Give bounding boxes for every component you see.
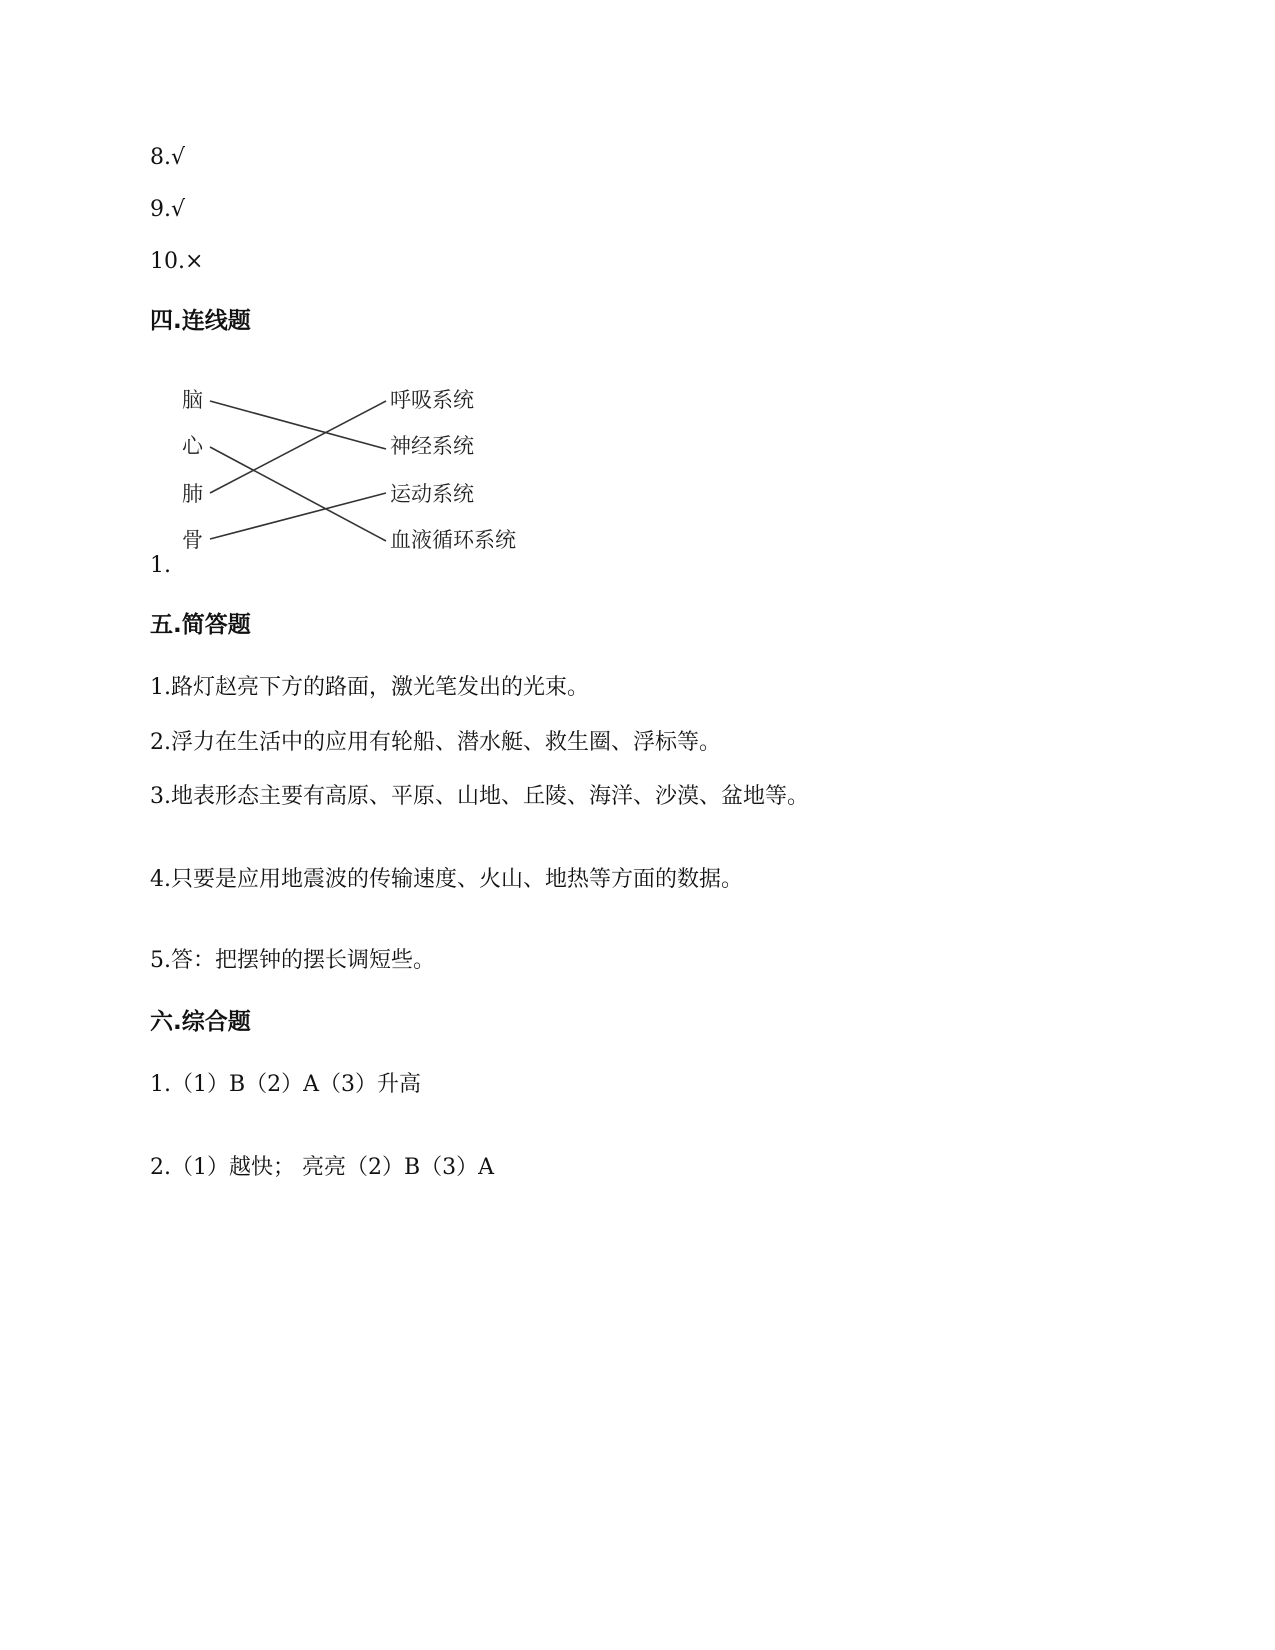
right-item-motor: 运动系统 <box>390 482 474 506</box>
link-bone-motor <box>210 493 386 539</box>
right-item-respiratory: 呼吸系统 <box>390 388 474 412</box>
comprehensive-answer-2: 2.（1）越快； 亮亮（2）B（3）A <box>150 1155 495 1180</box>
right-item-circulatory: 血液循环系统 <box>390 528 516 552</box>
section-heading-comprehensive: 六.综合题 <box>150 1009 251 1035</box>
left-item-heart: 心 <box>182 434 203 458</box>
short-answer-1: 1.路灯赵亮下方的路面，激光笔发出的光束。 <box>150 675 589 700</box>
left-item-brain: 脑 <box>182 388 203 412</box>
judgement-answer-9: 9.√ <box>150 197 186 222</box>
right-item-nervous: 神经系统 <box>390 434 474 458</box>
judgement-answer-10: 10.× <box>150 249 204 274</box>
link-lung-respiratory <box>210 401 386 493</box>
section-heading-matching: 四.连线题 <box>150 308 251 334</box>
short-answer-3: 3.地表形态主要有高原、平原、山地、丘陵、海洋、沙漠、盆地等。 <box>150 784 809 809</box>
short-answer-4: 4.只要是应用地震波的传输速度、火山、地热等方面的数据。 <box>150 867 743 892</box>
comprehensive-answer-1: 1.（1）B（2）A（3）升高 <box>150 1072 422 1097</box>
short-answer-2: 2.浮力在生活中的应用有轮船、潜水艇、救生圈、浮标等。 <box>150 730 721 755</box>
link-brain-nervous <box>210 401 386 449</box>
left-item-lung: 肺 <box>182 482 203 506</box>
link-heart-circulatory <box>210 447 386 541</box>
matching-diagram <box>150 385 550 585</box>
matching-answer-label: 1. <box>150 553 171 578</box>
judgement-answer-8: 8.√ <box>150 145 186 170</box>
left-item-bone: 骨 <box>182 528 203 552</box>
short-answer-5: 5.答：把摆钟的摆长调短些。 <box>150 948 435 973</box>
section-heading-short-answer: 五.简答题 <box>150 612 251 638</box>
